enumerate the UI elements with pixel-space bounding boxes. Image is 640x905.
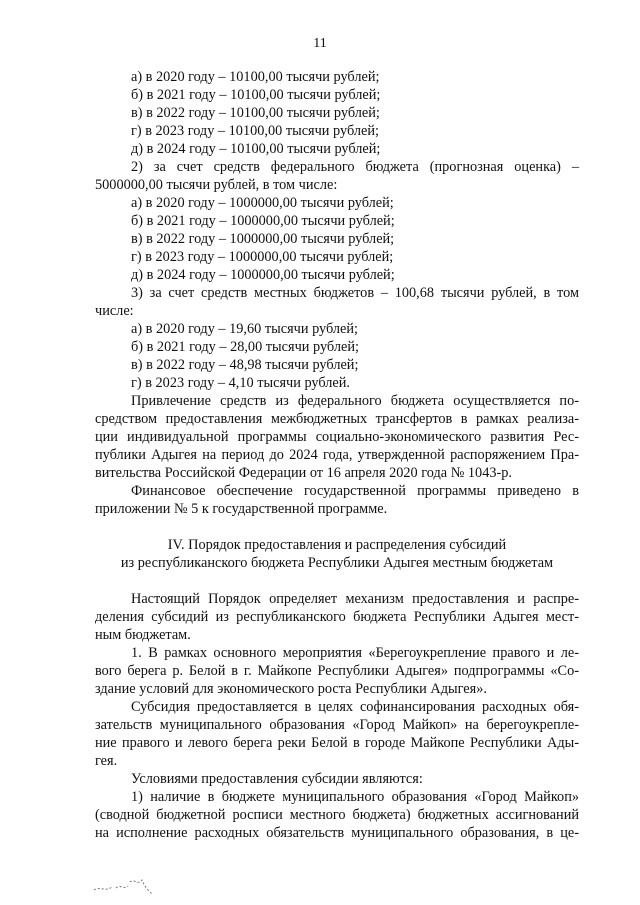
text-line: 1. В рамках основного мероприятия «Берегоукрепление правого и ле- xyxy=(131,645,579,661)
text-line: б) в 2021 году – 28,00 тысячи рублей; xyxy=(131,339,359,355)
section-heading: из республиканского бюджета Республики Адыгея местным бюджетам xyxy=(120,555,554,571)
text-line: а) в 2020 году – 1000000,00 тысячи рублей; xyxy=(131,195,394,211)
text-line: в) в 2022 году – 48,98 тысячи рублей; xyxy=(131,357,359,373)
text-line: на исполнение расходных обязательств муниципального образования, в це- xyxy=(95,825,579,841)
page-number: 11 xyxy=(313,36,327,51)
text-line: а) в 2020 году – 10100,00 тысячи рублей; xyxy=(131,69,380,85)
section-heading: IV. Порядок предоставления и распределения субсидий xyxy=(167,537,507,553)
text-line: здание условий для экономического роста Республики Адыгея». xyxy=(95,681,487,697)
text-line: г) в 2023 году – 1000000,00 тысячи рублей; xyxy=(131,249,394,265)
text-line: а) в 2020 году – 19,60 тысячи рублей; xyxy=(131,321,359,337)
text-line: (сводной бюджетной росписи местного бюджета) бюджетных ассигнований xyxy=(95,807,579,823)
text-line: в) в 2022 году – 10100,00 тысячи рублей; xyxy=(131,105,380,121)
text-line: б) в 2021 году – 1000000,00 тысячи рублей; xyxy=(131,213,395,229)
text-line: д) в 2024 году – 10100,00 тысячи рублей; xyxy=(131,141,381,157)
scan-mark xyxy=(90,872,160,898)
text-line: б) в 2021 году – 10100,00 тысячи рублей; xyxy=(131,87,381,103)
text-line: 1) наличие в бюджете муниципального образования «Город Майкоп» xyxy=(131,789,579,805)
text-line: г) в 2023 году – 10100,00 тысячи рублей; xyxy=(131,123,379,139)
text-line: числе: xyxy=(95,303,134,319)
text-line: д) в 2024 году – 1000000,00 тысячи рублей; xyxy=(131,267,395,283)
text-line: ным бюджетам. xyxy=(95,627,191,643)
text-line: Привлечение средств из федерального бюджета осуществляется по- xyxy=(131,393,579,409)
text-line: 5000000,00 тысячи рублей, в том числе: xyxy=(95,177,338,193)
text-line: Условиями предоставления субсидии являются: xyxy=(131,771,423,787)
text-line: ции индивидуальной программы социально-экономического развития Рес- xyxy=(95,429,579,445)
text-line: Настоящий Порядок определяет механизм предоставления и распре- xyxy=(131,591,579,607)
text-line: 3) за счет средств местных бюджетов – 100,68 тысячи рублей, в том xyxy=(131,285,579,301)
text-line: деления субсидий из республиканского бюджета Республики Адыгея мест- xyxy=(95,609,579,625)
text-line: 2) за счет средств федерального бюджета (прогнозная оценка) – xyxy=(131,159,579,175)
text-line: вительства Российской Федерации от 16 апреля 2020 года № 1043-р. xyxy=(95,465,512,481)
text-line: вого берега р. Белой в г. Майкопе Республики Адыгея» подпрограммы «Со- xyxy=(95,663,579,679)
text-line: гея. xyxy=(95,753,118,769)
text-line: публики Адыгея на период до 2024 года, утвержденной распоряжением Пра- xyxy=(95,447,579,463)
text-line: приложении № 5 к государственной программе. xyxy=(95,501,388,517)
text-line: зательств муниципального образования «Город Майкоп» на берегоукрепле- xyxy=(95,717,579,733)
text-line: в) в 2022 году – 1000000,00 тысячи рублей; xyxy=(131,231,395,247)
text-line: Субсидия предоставляется в целях софинансирования расходных обя- xyxy=(131,699,579,715)
text-line: ние правого и левого берега реки Белой в городе Майкопе Республики Ады- xyxy=(95,735,579,751)
text-line: Финансовое обеспечение государственной программы приведено в xyxy=(131,483,579,499)
text-line: г) в 2023 году – 4,10 тысячи рублей. xyxy=(131,375,350,391)
text-line: средством предоставления межбюджетных трансфертов в рамках реализа- xyxy=(95,411,579,427)
